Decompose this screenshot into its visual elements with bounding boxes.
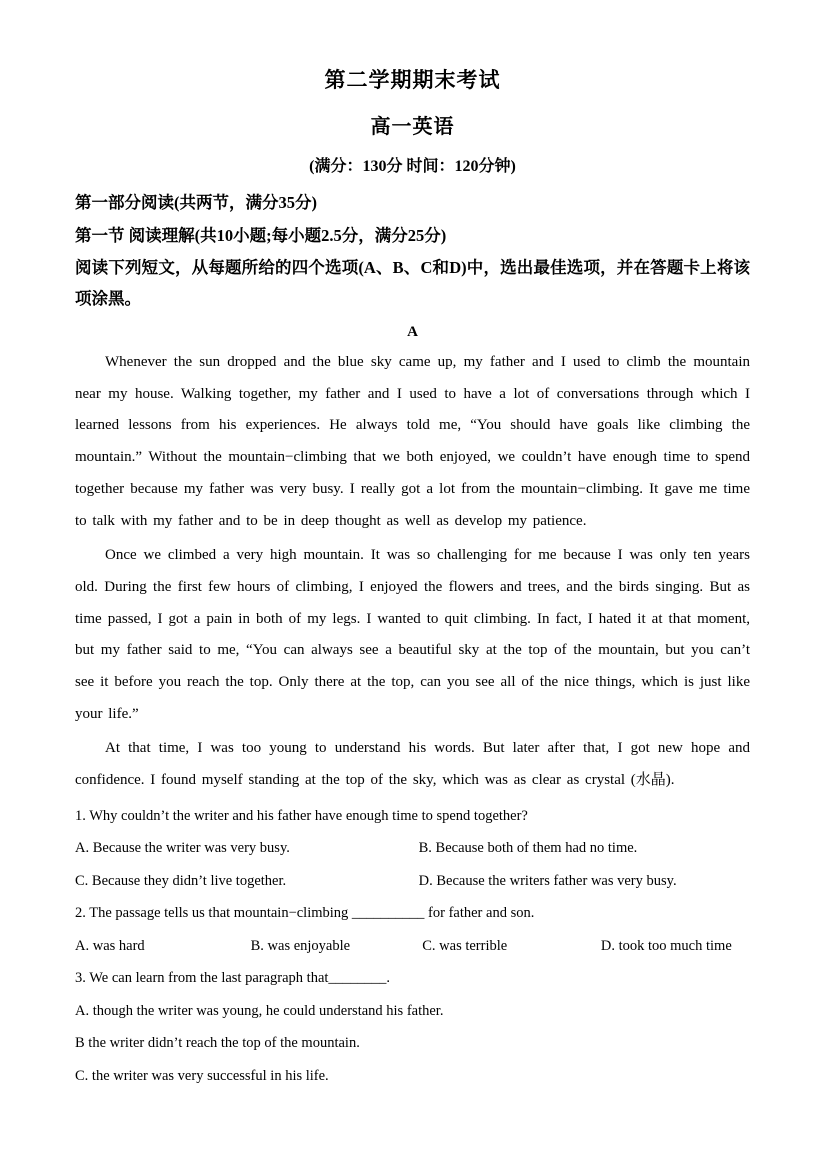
question-2-option-b: B. was enjoyable: [250, 937, 351, 954]
question-3-option-b: B the writer didn’t reach the top of the mountain.: [75, 1035, 360, 1052]
question-3-option-c: C. the writer was very successful in his life.: [75, 1067, 329, 1084]
question-2-option-d: D. took too much time: [600, 937, 732, 954]
question-3-option-a: A. though the writer was young, he could understand his father.: [75, 1002, 444, 1019]
section-one-heading: 第一节 阅读理解(共10小题;每小题2.5分，满分25分): [75, 226, 447, 245]
question-1-options-row-2: [75, 865, 750, 898]
question-1-option-b: B. Because both of them had no time.: [418, 840, 638, 857]
part-one-heading: 第一部分阅读(共两节，满分35分): [75, 193, 317, 212]
question-1-option-c: C. Because they didn’t live together.: [75, 872, 287, 889]
question-1-option-d: D. Because the writers father was very busy.: [418, 872, 677, 889]
question-1-options-row-1: [75, 832, 750, 865]
exam-title: 第二学期期末考试: [324, 68, 501, 92]
reading-directions: 阅读下列短文，从每题所给的四个选项(A、B、C和D)中，选出最佳选项，并在答题卡上将该项涂黑。: [75, 258, 750, 308]
passage-a-label: A: [407, 324, 418, 340]
question-2-option-c: C. was terrible: [422, 937, 508, 954]
question-3-stem: 3. We can learn from the last paragraph that________.: [75, 970, 391, 987]
question-1-option-a: A. Because the writer was very busy.: [75, 840, 290, 857]
exam-subject: 高一英语: [370, 116, 455, 138]
question-2: [75, 897, 750, 962]
passage-paragraph-1: Whenever the sun dropped and the blue sky came up, my father and I used to climb the mountain near my house. Walking together, my father and I used to have a lot of conversations through which I learned lessons from his experiences. He always told me, “You should have goals like climbing the mountain.” Without the mountain−climbing that we both enjoyed, we couldn’t have enough time to spend together because my father was very busy. I really got a lot from the mountain−climbing. It gave me time to talk with my father and to be in deep thought as well as develop my patience.: [75, 354, 750, 529]
question-1-stem: 1. Why couldn’t the writer and his father have enough time to spend together?: [75, 807, 528, 824]
question-2-options-row: [75, 930, 750, 963]
question-3: [75, 962, 750, 1092]
passage-paragraph-3: At that time, I was too young to understand his words. But later after that, I got new hope and confidence. I found myself standing at the top of the sky, which was as clear as crystal (水晶).: [75, 740, 750, 789]
passage-paragraph-2: Once we climbed a very high mountain. It was so challenging for me because I was only ten years old. During the first few hours of climbing, I enjoyed the flowers and trees, and the birds singing. But as time passed, I got a pain in both of my legs. I wanted to quit climbing. In fact, I hated it at that moment, but my father said to me, “You can always see a beautiful sky at the top of the mountain, but you can’t see it before you reach the top. Only there at the top, can you see all of the nice things, which is just like your life.”: [75, 547, 750, 722]
question-2-option-a: A. was hard: [75, 937, 145, 954]
exam-score-time: (满分：130分 时间：120分钟): [309, 158, 516, 175]
question-1: [75, 800, 750, 898]
question-2-stem: 2. The passage tells us that mountain−climbing __________ for father and son.: [75, 905, 535, 922]
